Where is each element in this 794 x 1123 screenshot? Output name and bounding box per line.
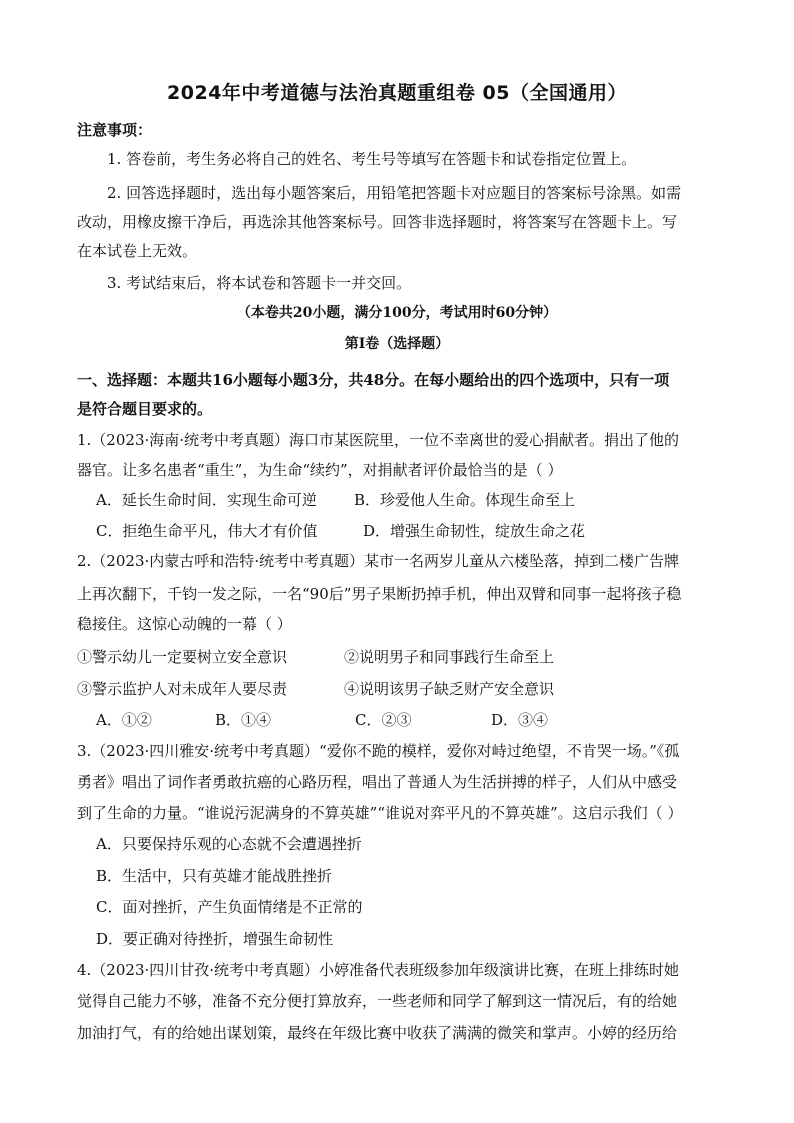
q2-statement-3: ③警示监护人对未成年人要尽责 — [77, 680, 288, 698]
q2-stem-line-1: 2.（2023·内蒙古呼和浩特·统考中考真题）某市一名两岁儿童从六楼坠落，掉到二楼广告牌 — [77, 552, 680, 570]
part-title: 第I卷（选择题） — [344, 336, 450, 352]
q1-stem-line-1: 1.（2023·海南·统考中考真题）海口市某医院里，一位不幸离世的爱心捐献者。捐出了他的 — [77, 431, 680, 449]
q3-stem-line-2: 勇者》唱出了词作者勇敢抗癌的心路历程，唱出了普通人为生活拼搏的样子，人们从中感受 — [77, 773, 678, 791]
q1-option-a: A．延长生命时间．实现生命可逆 — [96, 491, 317, 509]
q3-stem-line-3: 到了生命的力量。“谁说污泥满身的不算英雄”“谁说对弈平凡的不算英雄”。这启示我们（ ） — [77, 804, 683, 822]
notice-item-2-line-2: 改动，用橡皮擦干净后，再选涂其他答案标号。回答非选择题时，将答案写在答题卡上。写 — [77, 213, 678, 231]
q2-option-a: A．①② — [96, 711, 152, 729]
section-heading-line-1: 一、选择题：本题共16小题每小题3分，共48分。在每小题给出的四个选项中，只有一项 — [77, 371, 670, 389]
q2-stem-line-3: 稳接住。这惊心动魄的一幕（ ） — [77, 615, 292, 633]
notice-item-2-line-1: 2. 回答选择题时，选出每小题答案后，用铅笔把答题卡对应题目的答案标号涂黑。如需 — [107, 184, 682, 202]
q2-statement-2: ②说明男子和同事践行生命至上 — [344, 648, 555, 666]
q3-option-a: A．只要保持乐观的心态就不会遭遇挫折 — [96, 835, 362, 853]
exam-info: （本卷共20小题，满分100分，考试用时60分钟） — [236, 305, 558, 321]
q2-option-b: B．①④ — [215, 711, 272, 729]
q4-stem-line-2: 觉得自己能力不够，准备不充分便打算放弃，一些老师和同学了解到这一情况后，有的给她 — [77, 992, 678, 1010]
q3-option-b: B．生活中，只有英雄才能战胜挫折 — [96, 867, 333, 885]
notice-item-2-line-3: 在本试卷上无效。 — [77, 242, 198, 260]
q4-stem-line-3: 加油打气，有的给她出谋划策，最终在年级比赛中收获了满满的微笑和掌声。小婷的经历给 — [77, 1024, 678, 1042]
q1-stem-line-2: 器官。让多名患者“重生”，为生命“续约”，对捐献者评价最恰当的是（ ） — [77, 461, 563, 479]
q2-statement-4: ④说明该男子缺乏财产安全意识 — [344, 680, 555, 698]
q1-option-c: C．拒绝生命平凡，伟大才有价值 — [96, 522, 318, 540]
q2-stem-line-2: 上再次翻下，千钧一发之际，一名“90后”男子果断扔掉手机，伸出双臂和同事一起将孩子稳 — [77, 585, 682, 603]
notice-heading: 注意事项： — [77, 121, 153, 139]
section-heading-line-2: 是符合题目要求的。 — [77, 400, 213, 418]
q2-option-d: D．③④ — [491, 711, 549, 729]
q4-stem-line-1: 4.（2023·四川甘孜·统考中考真题）小婷准备代表班级参加年级演讲比赛，在班上排练时她 — [77, 961, 680, 979]
q3-option-c: C．面对挫折，产生负面情绪是不正常的 — [96, 898, 363, 916]
notice-item-1: 1. 答卷前，考生务必将自己的姓名、考生号等填写在答题卡和试卷指定位置上。 — [107, 150, 637, 168]
page-title: 2024年中考道德与法治真题重组卷 05（全国通用） — [167, 82, 627, 104]
q3-option-d: D．要正确对待挫折，增强生命韧性 — [96, 930, 334, 948]
q1-option-b: B．珍爱他人生命。体现生命至上 — [354, 491, 576, 509]
q2-option-c: C．②③ — [355, 711, 412, 729]
q3-stem-line-1: 3.（2023·四川雅安·统考中考真题）“爱你不跪的模样，爱你对峙过绝望，不肯哭一场。”《孤 — [77, 742, 680, 760]
notice-item-3: 3. 考试结束后，将本试卷和答题卡一并交回。 — [107, 274, 412, 292]
q1-option-d: D．增强生命韧性，绽放生命之花 — [363, 522, 586, 540]
q2-statement-1: ①警示幼儿一定要树立安全意识 — [77, 648, 288, 666]
